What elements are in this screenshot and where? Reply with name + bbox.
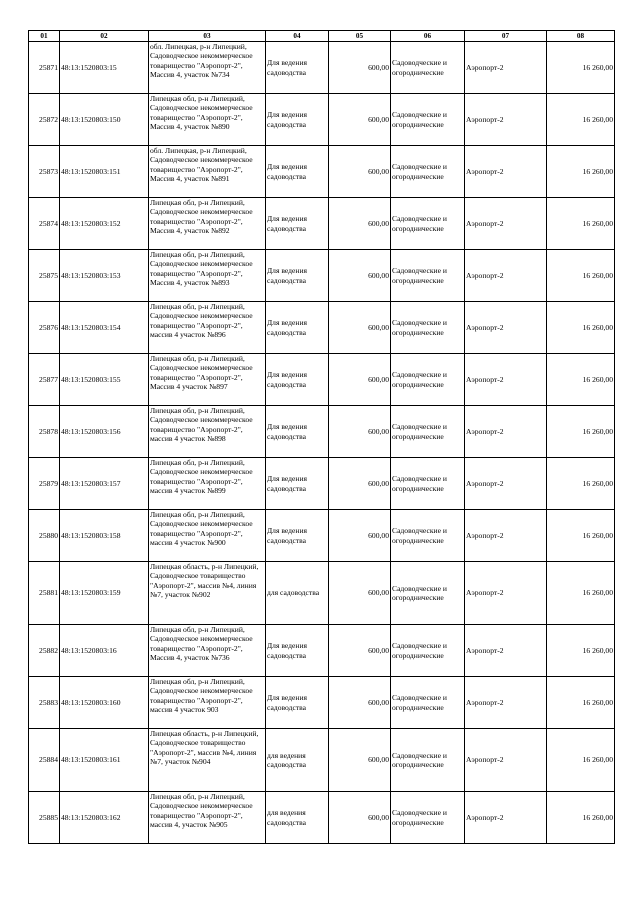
settlement-cell: Аэропорт-2 <box>465 94 547 146</box>
permitted-use-cell: Для ведения садоводства <box>266 625 329 677</box>
area-cell: 600,00 <box>329 625 391 677</box>
header-cell-04: 04 <box>266 31 329 42</box>
permitted-use-cell: Для ведения садоводства <box>266 677 329 729</box>
record-number-cell: 25881 <box>29 562 60 625</box>
table-row <box>29 146 615 198</box>
permitted-use-cell: Для ведения садоводства <box>266 302 329 354</box>
settlement-cell: Аэропорт-2 <box>465 792 547 844</box>
record-number-cell: 25876 <box>29 302 60 354</box>
address-cell <box>149 302 266 354</box>
address-cell <box>149 406 266 458</box>
record-number-cell: 25873 <box>29 146 60 198</box>
area-cell: 600,00 <box>329 94 391 146</box>
permitted-use-cell: Для ведения садоводства <box>266 42 329 94</box>
settlement-cell: Аэропорт-2 <box>465 354 547 406</box>
address-text: Липецкая область, р-н Липецкий, Садоводческое товарищество "Аэропорт-2", массив №4, линия №7, участок №904 <box>150 729 259 766</box>
cadastral-value-cell: 16 260,00 <box>547 146 615 198</box>
address-text: обл. Липецкая, р-н Липецкий, Садоводческое некоммерческое товарищество "Аэропорт-2", Массив 4, участок №734 <box>150 42 253 79</box>
land-category-cell: Садоводческие и огороднические <box>391 677 465 729</box>
header-row <box>29 31 615 42</box>
cadastral-value-cell: 16 260,00 <box>547 458 615 510</box>
table-row <box>29 510 615 562</box>
cadastral-number-cell: 48:13:1520803:16 <box>60 625 149 677</box>
permitted-use-cell: Для ведения садоводства <box>266 406 329 458</box>
settlement-cell: Аэропорт-2 <box>465 510 547 562</box>
header-cell-08: 08 <box>547 31 615 42</box>
header-cell-03: 03 <box>149 31 266 42</box>
cadastral-value-cell: 16 260,00 <box>547 792 615 844</box>
table-row <box>29 729 615 792</box>
cadastral-value-cell: 16 260,00 <box>547 198 615 250</box>
cadastral-number-cell: 48:13:1520803:151 <box>60 146 149 198</box>
address-cell <box>149 677 266 729</box>
land-category-cell: Садоводческие и огороднические <box>391 510 465 562</box>
address-cell <box>149 354 266 406</box>
record-number-cell: 25875 <box>29 250 60 302</box>
cadastral-number-cell: 48:13:1520803:154 <box>60 302 149 354</box>
area-cell: 600,00 <box>329 42 391 94</box>
area-cell: 600,00 <box>329 510 391 562</box>
permitted-use-cell: для ведения садоводства <box>266 729 329 792</box>
land-category-cell: Садоводческие и огороднические <box>391 146 465 198</box>
record-number-cell: 25879 <box>29 458 60 510</box>
address-cell <box>149 792 266 844</box>
record-number-cell: 25878 <box>29 406 60 458</box>
header-cell-06: 06 <box>391 31 465 42</box>
permitted-use-cell: для садоводства <box>266 562 329 625</box>
record-number-cell: 25880 <box>29 510 60 562</box>
land-category-cell: Садоводческие и огороднические <box>391 458 465 510</box>
table-row <box>29 198 615 250</box>
cadastral-value-cell: 16 260,00 <box>547 406 615 458</box>
area-cell: 600,00 <box>329 354 391 406</box>
area-cell: 600,00 <box>329 677 391 729</box>
cadastral-value-cell: 16 260,00 <box>547 625 615 677</box>
table-row <box>29 677 615 729</box>
address-text: Липецкая обл, р-н Липецкий, Садоводческое некоммерческое товарищество "Аэропорт-2", Массив 4, участок №736 <box>150 625 253 662</box>
record-number-cell: 25882 <box>29 625 60 677</box>
cadastral-number-cell: 48:13:1520803:159 <box>60 562 149 625</box>
settlement-cell: Аэропорт-2 <box>465 677 547 729</box>
table-row <box>29 250 615 302</box>
address-text: Липецкая область, р-н Липецкий, Садоводческое товарищество "Аэропорт-2", массив №4, линия №7, участок №902 <box>150 562 259 599</box>
settlement-cell: Аэропорт-2 <box>465 42 547 94</box>
table-row <box>29 458 615 510</box>
settlement-cell: Аэропорт-2 <box>465 625 547 677</box>
area-cell: 600,00 <box>329 406 391 458</box>
cadastral-number-cell: 48:13:1520803:156 <box>60 406 149 458</box>
address-cell <box>149 510 266 562</box>
settlement-cell: Аэропорт-2 <box>465 250 547 302</box>
land-category-cell: Садоводческие и огороднические <box>391 250 465 302</box>
header-cell-01: 01 <box>29 31 60 42</box>
address-cell <box>149 42 266 94</box>
record-number-cell: 25872 <box>29 94 60 146</box>
record-number-cell: 25874 <box>29 198 60 250</box>
address-cell <box>149 146 266 198</box>
address-text: Липецкая обл, р-н Липецкий, Садоводческое некоммерческое товарищество "Аэропорт-2", массив 4, участок №905 <box>150 792 253 829</box>
cadastral-value-cell: 16 260,00 <box>547 729 615 792</box>
table-row <box>29 302 615 354</box>
table-row <box>29 792 615 844</box>
table-row <box>29 625 615 677</box>
cadastral-number-cell: 48:13:1520803:153 <box>60 250 149 302</box>
permitted-use-cell: Для ведения садоводства <box>266 146 329 198</box>
land-category-cell: Садоводческие и огороднические <box>391 302 465 354</box>
address-cell <box>149 94 266 146</box>
cadastral-value-cell: 16 260,00 <box>547 562 615 625</box>
area-cell: 600,00 <box>329 458 391 510</box>
cadastral-number-cell: 48:13:1520803:158 <box>60 510 149 562</box>
record-number-cell: 25877 <box>29 354 60 406</box>
address-text: Липецкая обл, р-н Липецкий, Садоводческое некоммерческое товарищество "Аэропорт-2", массив 4 участок №896 <box>150 302 253 339</box>
land-registry-table <box>28 30 615 844</box>
land-category-cell: Садоводческие и огороднические <box>391 406 465 458</box>
record-number-cell: 25885 <box>29 792 60 844</box>
address-text: Липецкая обл, р-н Липецкий, Садоводческое некоммерческое товарищество "Аэропорт-2", массив 4 участок №899 <box>150 458 253 495</box>
cadastral-number-cell: 48:13:1520803:155 <box>60 354 149 406</box>
settlement-cell: Аэропорт-2 <box>465 302 547 354</box>
cadastral-number-cell: 48:13:1520803:162 <box>60 792 149 844</box>
area-cell: 600,00 <box>329 146 391 198</box>
settlement-cell: Аэропорт-2 <box>465 146 547 198</box>
table-row <box>29 94 615 146</box>
header-cell-02: 02 <box>60 31 149 42</box>
settlement-cell: Аэропорт-2 <box>465 458 547 510</box>
address-text: Липецкая обл, р-н Липецкий, Садоводческое некоммерческое товарищество "Аэропорт-2", массив 4 участок №900 <box>150 510 253 547</box>
address-text: Липецкая обл, р-н Липецкий, Садоводческое некоммерческое товарищество "Аэропорт-2", Массив 4, участок №893 <box>150 250 253 287</box>
permitted-use-cell: Для ведения садоводства <box>266 250 329 302</box>
address-text: Липецкая обл, р-н Липецкий, Садоводческое некоммерческое товарищество "Аэропорт-2", Массив 4, участок №892 <box>150 198 253 235</box>
document-page <box>28 30 614 844</box>
permitted-use-cell: Для ведения садоводства <box>266 354 329 406</box>
cadastral-number-cell: 48:13:1520803:150 <box>60 94 149 146</box>
address-text: Липецкая обл, р-н Липецкий, Садоводческое некоммерческое товарищество "Аэропорт-2", массив 4 участок 903 <box>150 677 253 714</box>
land-category-cell: Садоводческие и огороднические <box>391 562 465 625</box>
address-cell <box>149 250 266 302</box>
permitted-use-cell: для ведения садоводства <box>266 792 329 844</box>
header-cell-05: 05 <box>329 31 391 42</box>
land-category-cell: Садоводческие и огороднические <box>391 354 465 406</box>
cadastral-value-cell: 16 260,00 <box>547 42 615 94</box>
area-cell: 600,00 <box>329 792 391 844</box>
header-cell-07: 07 <box>465 31 547 42</box>
land-category-cell: Садоводческие и огороднические <box>391 198 465 250</box>
record-number-cell: 25883 <box>29 677 60 729</box>
cadastral-number-cell: 48:13:1520803:152 <box>60 198 149 250</box>
table-body <box>29 42 615 844</box>
cadastral-value-cell: 16 260,00 <box>547 302 615 354</box>
address-text: Липецкая обл, р-н Липецкий, Садоводческое некоммерческое товарищество "Аэропорт-2", Массив 4, участок №890 <box>150 94 253 131</box>
address-cell <box>149 562 266 625</box>
permitted-use-cell: Для ведения садоводства <box>266 510 329 562</box>
area-cell: 600,00 <box>329 302 391 354</box>
address-cell <box>149 198 266 250</box>
permitted-use-cell: Для ведения садоводства <box>266 94 329 146</box>
permitted-use-cell: Для ведения садоводства <box>266 198 329 250</box>
cadastral-number-cell: 48:13:1520803:157 <box>60 458 149 510</box>
table-header <box>29 31 615 42</box>
cadastral-value-cell: 16 260,00 <box>547 354 615 406</box>
land-category-cell: Садоводческие и огороднические <box>391 625 465 677</box>
address-cell <box>149 458 266 510</box>
address-text: обл. Липецкая, р-н Липецкий, Садоводческое некоммерческое товарищество "Аэропорт-2", Массив 4, участок №891 <box>150 146 253 183</box>
record-number-cell: 25871 <box>29 42 60 94</box>
area-cell: 600,00 <box>329 198 391 250</box>
table-row <box>29 354 615 406</box>
land-category-cell: Садоводческие и огороднические <box>391 42 465 94</box>
settlement-cell: Аэропорт-2 <box>465 562 547 625</box>
table-row <box>29 562 615 625</box>
record-number-cell: 25884 <box>29 729 60 792</box>
cadastral-value-cell: 16 260,00 <box>547 250 615 302</box>
area-cell: 600,00 <box>329 729 391 792</box>
settlement-cell: Аэропорт-2 <box>465 729 547 792</box>
cadastral-number-cell: 48:13:1520803:160 <box>60 677 149 729</box>
land-category-cell: Садоводческие и огороднические <box>391 729 465 792</box>
settlement-cell: Аэропорт-2 <box>465 198 547 250</box>
settlement-cell: Аэропорт-2 <box>465 406 547 458</box>
land-category-cell: Садоводческие и огороднические <box>391 94 465 146</box>
cadastral-value-cell: 16 260,00 <box>547 94 615 146</box>
cadastral-number-cell: 48:13:1520803:15 <box>60 42 149 94</box>
area-cell: 600,00 <box>329 562 391 625</box>
address-text: Липецкая обл, р-н Липецкий, Садоводческое некоммерческое товарищество "Аэропорт-2", массив 4 участок №898 <box>150 406 253 443</box>
cadastral-value-cell: 16 260,00 <box>547 677 615 729</box>
address-cell <box>149 625 266 677</box>
permitted-use-cell: Для ведения садоводства <box>266 458 329 510</box>
cadastral-number-cell: 48:13:1520803:161 <box>60 729 149 792</box>
table-row <box>29 406 615 458</box>
table-row <box>29 42 615 94</box>
area-cell: 600,00 <box>329 250 391 302</box>
address-text: Липецкая обл, р-н Липецкий, Садоводческое некоммерческое товарищество "Аэропорт-2", Массив 4 участок №897 <box>150 354 253 391</box>
cadastral-value-cell: 16 260,00 <box>547 510 615 562</box>
address-cell <box>149 729 266 792</box>
land-category-cell: Садоводческие и огороднические <box>391 792 465 844</box>
